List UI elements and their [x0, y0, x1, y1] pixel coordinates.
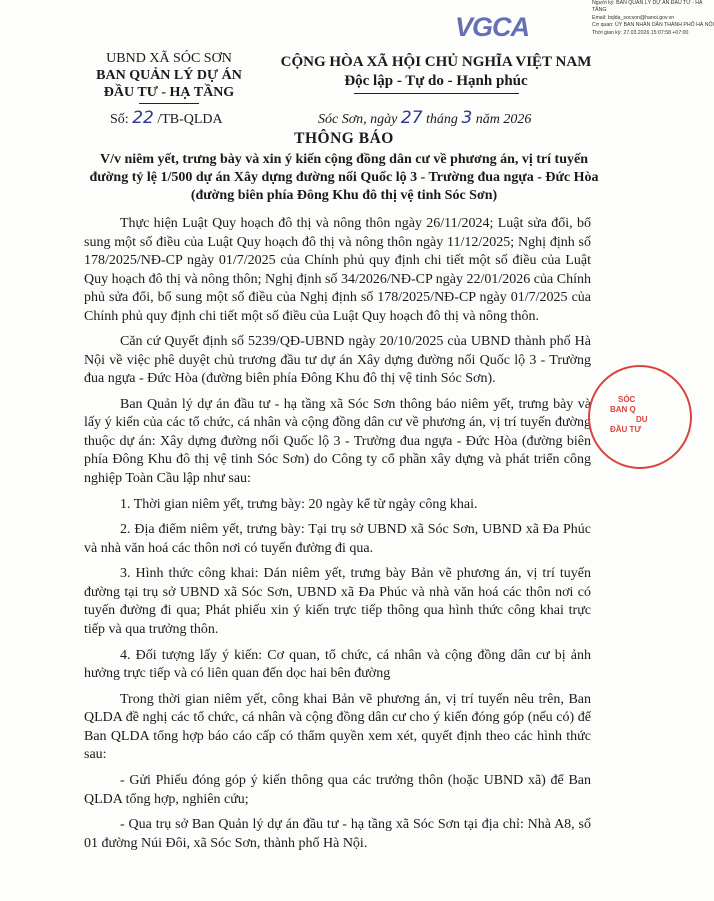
signature-agency: Cơ quan: ỦY BAN NHÂN DÂN THÀNH PHỐ HÀ NỘI — [592, 22, 714, 29]
national-header — [276, 53, 596, 94]
stamp-line-1: SÓC — [618, 395, 636, 404]
paragraph-announcement: Ban Quản lý dự án đầu tư - hạ tầng xã Sóc Sơn thông báo niêm yết, trưng bày và lấy ý kiến của các tổ chức, cá nhân và cộng đồng dân cư về phương án, vị trí tuyến đường thuộc dự án: Xây dựng đường nối Quốc lộ 3 - Trường đua ngựa - Đức Hòa (đường biên phía Đông Khu đô thị vệ tinh Sóc Sơn) do Công ty cổ phần xây dựng và phát triển công nghiệp Toàn Cầu lập như sau: — [84, 396, 591, 486]
document-number-suffix: /TB-QLDA — [153, 112, 223, 127]
signature-signer-cont: TẦNG — [592, 7, 607, 14]
document-title: THÔNG BÁO — [294, 130, 394, 147]
paragraph-method-2: - Qua trụ sở Ban Quản lý dự án đầu tư - hạ tầng xã Sóc Sơn tại địa chỉ: Nhà A8, số 01 đường Núi Đôi, xã Sóc Sơn, thành phố Hà Nội. — [84, 817, 591, 851]
paragraph-legal-basis: Thực hiện Luật Quy hoạch đô thị và nông thôn ngày 26/11/2024; Luật sửa đổi, bổ sung một số điều của Luật Quy hoạch đô thị và nông thôn ngày 11/12/2025; Nghị định số 178/2025/NĐ-CP ngày 01/7/2025 của Chính phủ quy định chi tiết một số điều của Luật Quy hoạch đô thị và nông thôn; Nghị định số 34/2026/NĐ-CP ngày 22/01/2026 của Chính phủ sửa đổi, bổ sung một số điều của Nghị định số 178/2025/NĐ-CP ngày 01/7/2025 của Chính phủ quy định chi tiết một số điều của Luật Quy hoạch đô thị và nông thôn. — [84, 216, 591, 324]
paragraph-item-1: 1. Thời gian niêm yết, trưng bày: 20 ngày kể từ ngày công khai. — [120, 496, 478, 512]
date-month-label: tháng — [422, 112, 462, 127]
signature-time: Thời gian ký: 27.03.2026 15:07:58 +07:00 — [592, 29, 689, 36]
stamp-text — [600, 395, 648, 435]
date-month-handwritten: 3 — [461, 108, 473, 128]
paragraph-item-2: 2. Địa điểm niêm yết, trưng bày: Tại trụ sở UBND xã Sóc Sơn, UBND xã Đa Phúc và nhà văn hoá các thôn nơi có tuyến đường đi qua. — [84, 522, 591, 556]
issuing-agency-header — [84, 50, 254, 104]
paragraph-item-4: 4. Đối tượng lấy ý kiến: Cơ quan, tổ chức, cá nhân và cộng đồng dân cư bị ảnh hưởng trực tiếp và có liên quan đến dọc hai bên đường — [84, 647, 591, 682]
date-place: Sóc Sơn, ngày — [318, 112, 401, 127]
signature-details — [592, 0, 714, 37]
document-subject: V/v niêm yết, trưng bày và xin ý kiến cộng đồng dân cư về phương án, vị trí tuyến đường tỷ lệ 1/500 dự án Xây dựng đường nối Quốc lộ 3 - Trường đua ngựa - Đức Hòa (đường biên phía Đông Khu đô thị vệ tinh Sóc Sơn) — [89, 152, 599, 203]
document-date — [318, 108, 531, 128]
paragraph-item-3: 3. Hình thức công khai: Dán niêm yết, trưng bày Bản vẽ phương án, vị trí tuyến đường tại trụ sở UBND xã Sóc Sơn, UBND xã Đa Phúc và nhà văn hoá các thôn nơi có tuyến đường đi qua; Phát phiếu xin ý kiến trực tiếp thông qua hình thức công khai trực tiếp và qua trưởng thôn. — [84, 566, 591, 637]
motto-underline — [354, 93, 519, 94]
stamp-line-3: DU — [636, 415, 648, 424]
parent-agency: UBND XÃ SÓC SƠN — [106, 51, 232, 66]
signature-signer: Người ký: BAN QUẢN LÝ DỰ ÁN ĐẦU TƯ - HẠ — [592, 0, 703, 6]
nation-name: CỘNG HÒA XÃ HỘI CHỦ NGHĨA VIỆT NAM — [280, 54, 592, 70]
date-year: năm 2026 — [472, 112, 532, 127]
paragraph-request: Trong thời gian niêm yết, công khai Bản vẽ phương án, vị trí tuyến nêu trên, Ban QLDA đề nghị các tổ chức, cá nhân và cộng đồng dân cư cho ý kiến đóng góp (nếu có) để Ban QLDA tổng hợp báo cáo cấp có thẩm quyền xem xét, quyết định theo các hình thức sau: — [84, 691, 591, 763]
agency-underline — [139, 103, 199, 104]
agency-name-line2: ĐẦU TƯ - HẠ TẦNG — [103, 85, 235, 100]
document-number — [110, 108, 223, 128]
paragraph-decision-basis: Căn cứ Quyết định số 5239/QĐ-UBND ngày 20/10/2025 của UBND thành phố Hà Nội về việc phê duyệt chủ trương đầu tư dự án Xây dựng đường nối Quốc lộ 3 - Trường đua ngựa - Đức Hòa (đường biên phía Đông Khu đô thị vệ tinh Sóc Sơn). — [84, 334, 591, 387]
vgca-logo: VGCA — [455, 12, 530, 42]
paragraph-method-1: - Gửi Phiếu đóng góp ý kiến thông qua các trưởng thôn (hoặc UBND xã) để Ban QLDA tổng hợp, nghiên cứu; — [84, 773, 591, 807]
document-body — [84, 215, 591, 860]
stamp-line-2: BAN Q — [610, 405, 636, 414]
document-number-handwritten: 22 — [132, 108, 154, 128]
national-motto: Độc lập - Tự do - Hạnh phúc — [344, 73, 528, 89]
signature-email: Email: bqlda_socson@hanoi.gov.vn — [592, 14, 675, 21]
document-number-prefix: Số: — [110, 112, 133, 127]
agency-name-line1: BAN QUẢN LÝ DỰ ÁN — [96, 68, 242, 83]
date-day-handwritten: 27 — [400, 108, 423, 128]
stamp-line-4: ĐẦU TƯ — [610, 425, 642, 434]
